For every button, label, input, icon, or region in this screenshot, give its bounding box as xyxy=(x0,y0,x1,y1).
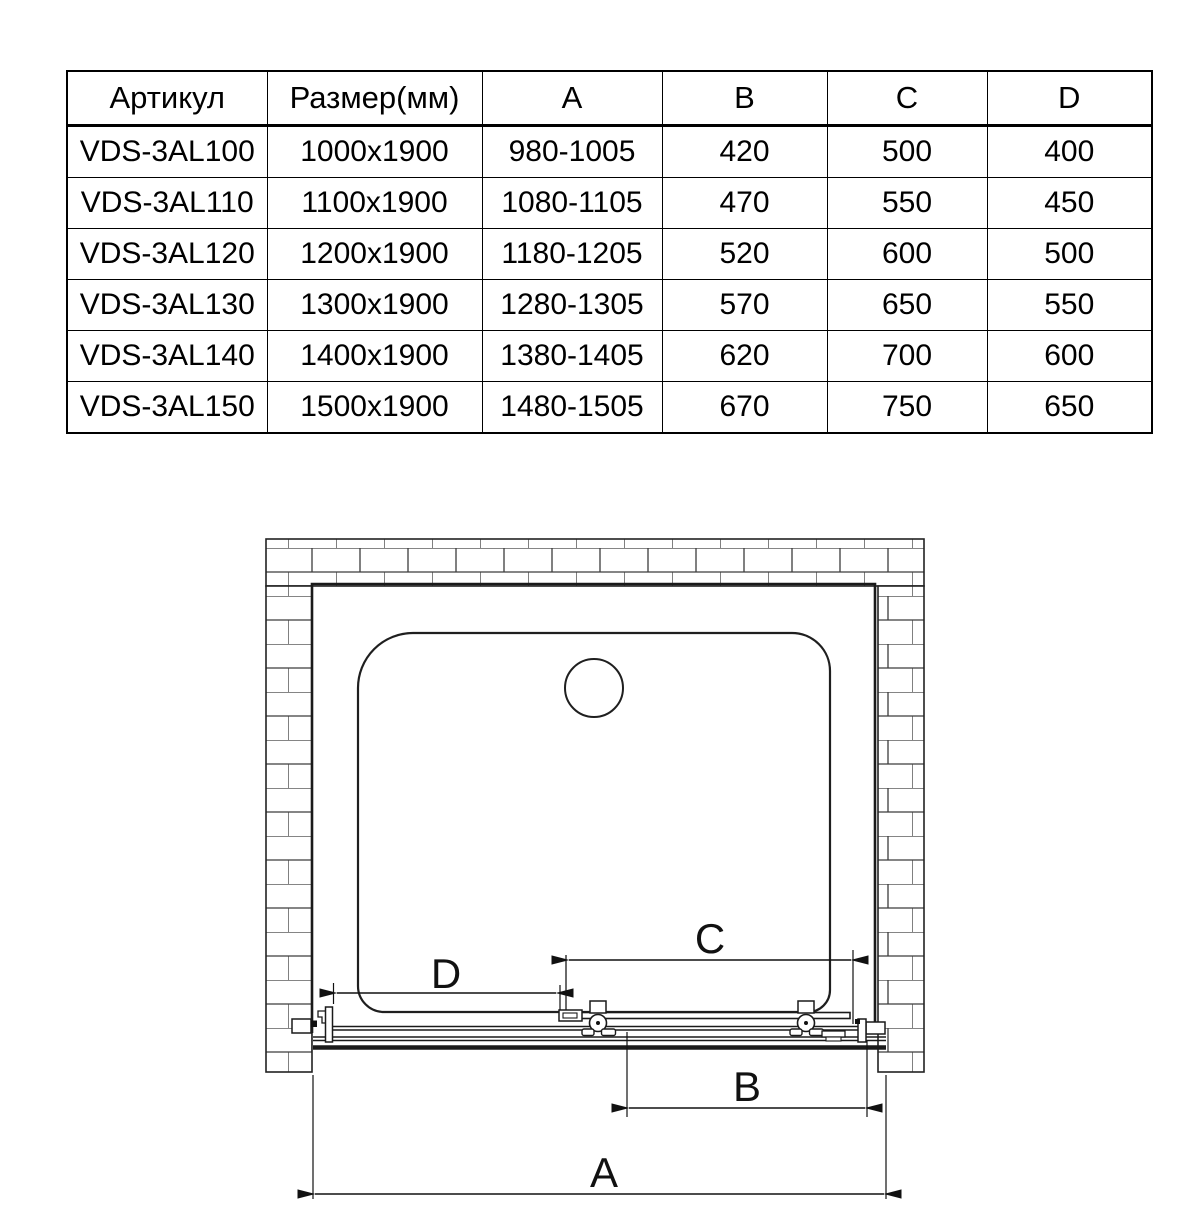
table-cell: 1500x1900 xyxy=(267,382,482,434)
table-cell: VDS-3AL130 xyxy=(67,280,267,331)
door-stopper xyxy=(822,1031,845,1037)
table-cell: 700 xyxy=(827,331,987,382)
table-cell: 750 xyxy=(827,382,987,434)
table-cell: 1180-1205 xyxy=(482,229,662,280)
table-cell: 400 xyxy=(987,126,1152,178)
table-cell: 550 xyxy=(827,178,987,229)
table-cell: 1000x1900 xyxy=(267,126,482,178)
table-cell: VDS-3AL140 xyxy=(67,331,267,382)
brick-wall-left xyxy=(266,586,312,1072)
table-cell: 450 xyxy=(987,178,1152,229)
table-cell: 620 xyxy=(662,331,827,382)
fixing-dot xyxy=(311,1021,318,1028)
table-cell: 570 xyxy=(662,280,827,331)
table-cell: 1280-1305 xyxy=(482,280,662,331)
col-header-d: D xyxy=(987,71,1152,126)
door-stopper-pad xyxy=(826,1037,841,1041)
table-cell: 1480-1505 xyxy=(482,382,662,434)
table-cell: 1080-1105 xyxy=(482,178,662,229)
table-cell: 1380-1405 xyxy=(482,331,662,382)
shower-tray xyxy=(358,633,830,1012)
table-cell: VDS-3AL110 xyxy=(67,178,267,229)
col-header-c: C xyxy=(827,71,987,126)
table-row xyxy=(67,229,1152,280)
table-cell: 470 xyxy=(662,178,827,229)
brick-wall-top xyxy=(266,539,924,586)
dim-label-a: A xyxy=(589,1149,619,1196)
dim-label-c: C xyxy=(694,915,726,962)
col-header-a: A xyxy=(482,71,662,126)
fixing-dot xyxy=(855,1019,860,1024)
table-cell: 520 xyxy=(662,229,827,280)
col-header-size: Размер(мм) xyxy=(267,71,482,126)
col-header-b: B xyxy=(662,71,827,126)
roller-hub xyxy=(596,1021,600,1025)
table-cell: 600 xyxy=(987,331,1152,382)
table-row xyxy=(67,126,1152,178)
header-row xyxy=(67,71,1152,126)
spec-table-header xyxy=(67,71,1152,126)
drawing-svg xyxy=(0,500,1200,1200)
roller-foot xyxy=(790,1029,802,1036)
col-header-article: Артикул xyxy=(67,71,267,126)
table-cell: 500 xyxy=(827,126,987,178)
table-cell: VDS-3AL120 xyxy=(67,229,267,280)
table-cell: 550 xyxy=(987,280,1152,331)
table-row xyxy=(67,382,1152,434)
table-cell: 1100x1900 xyxy=(267,178,482,229)
table-row xyxy=(67,178,1152,229)
dim-label-d: D xyxy=(430,950,462,997)
roller-bracket xyxy=(590,1001,606,1013)
roller-foot xyxy=(602,1029,616,1036)
table-cell: VDS-3AL150 xyxy=(67,382,267,434)
table-cell: 500 xyxy=(987,229,1152,280)
dim-label-b: B xyxy=(732,1063,762,1110)
table-row xyxy=(67,331,1152,382)
table-cell: VDS-3AL100 xyxy=(67,126,267,178)
roller-hub xyxy=(804,1021,808,1025)
profile-channel xyxy=(326,1007,333,1042)
door-end-cap-detail xyxy=(563,1013,577,1018)
wall-bracket xyxy=(866,1022,885,1034)
table-cell: 670 xyxy=(662,382,827,434)
spec-table-body xyxy=(67,126,1152,434)
table-cell: 1400x1900 xyxy=(267,331,482,382)
table-cell: 980-1005 xyxy=(482,126,662,178)
technical-drawing xyxy=(0,500,1200,1200)
table-cell: 420 xyxy=(662,126,827,178)
wall-bracket xyxy=(292,1019,311,1033)
table-row xyxy=(67,280,1152,331)
table-cell: 650 xyxy=(827,280,987,331)
table-cell: 1300x1900 xyxy=(267,280,482,331)
roller-foot xyxy=(582,1029,594,1036)
table-cell: 650 xyxy=(987,382,1152,434)
table-cell: 1200x1900 xyxy=(267,229,482,280)
spec-table xyxy=(66,70,1153,434)
table-cell: 600 xyxy=(827,229,987,280)
brick-wall-right xyxy=(878,586,924,1072)
roller-bracket xyxy=(798,1001,814,1013)
